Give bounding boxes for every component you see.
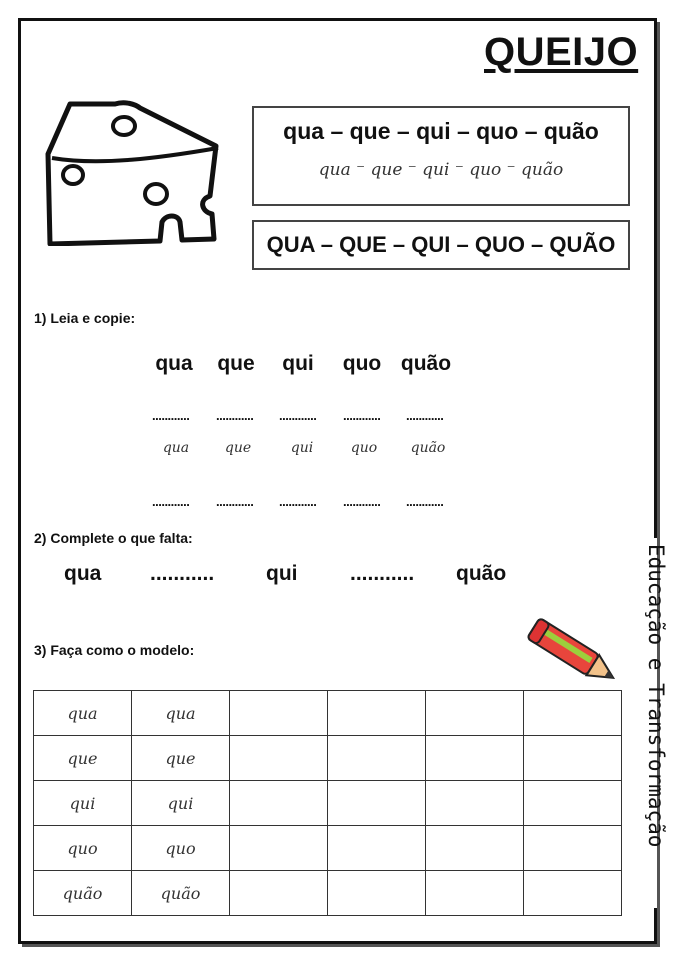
q2-item: qua bbox=[64, 562, 102, 585]
table-cell-blank[interactable] bbox=[426, 736, 524, 781]
pencil-icon bbox=[520, 618, 630, 690]
table-cell-blank[interactable] bbox=[230, 826, 328, 871]
table-cell-blank[interactable] bbox=[230, 736, 328, 781]
q1-syllable: qua bbox=[155, 352, 193, 375]
q1-blank[interactable]: ............ bbox=[343, 494, 381, 509]
table-cell-model: quão bbox=[34, 871, 132, 916]
model-table bbox=[33, 690, 622, 916]
table-cell-model: que bbox=[132, 736, 230, 781]
table-cell-blank[interactable] bbox=[328, 781, 426, 826]
table-row bbox=[34, 871, 622, 916]
table-cell-blank[interactable] bbox=[328, 691, 426, 736]
table-cell-blank[interactable] bbox=[524, 691, 622, 736]
q1-blank[interactable]: ............ bbox=[216, 408, 254, 423]
table-cell-model: que bbox=[34, 736, 132, 781]
q1-blank[interactable]: ............ bbox=[152, 494, 190, 509]
table-row bbox=[34, 736, 622, 781]
table-cell-blank[interactable] bbox=[426, 826, 524, 871]
q1-cursive: qui bbox=[290, 440, 314, 456]
table-cell-model: qua bbox=[34, 691, 132, 736]
q1-blank[interactable]: ............ bbox=[216, 494, 254, 509]
q1-cursive: quo bbox=[350, 440, 378, 456]
table-cell-blank[interactable] bbox=[230, 781, 328, 826]
q1-syllable: quão bbox=[400, 352, 452, 375]
q1-blank[interactable]: ............ bbox=[406, 494, 444, 509]
table-cell-blank[interactable] bbox=[426, 871, 524, 916]
q1-syllable: qui bbox=[282, 352, 314, 375]
uppercase-syllables: QUA – QUE – QUI – QUO – QUÃO bbox=[266, 232, 616, 257]
page-title: QUEIJO bbox=[484, 30, 639, 74]
q1-blank[interactable]: ............ bbox=[406, 408, 444, 423]
table-cell-blank[interactable] bbox=[230, 691, 328, 736]
table-cell-model: quo bbox=[34, 826, 132, 871]
table-row bbox=[34, 781, 622, 826]
table-cell-blank[interactable] bbox=[230, 871, 328, 916]
question-3-label: 3) Faça como o modelo: bbox=[34, 642, 195, 658]
table-cell-blank[interactable] bbox=[328, 871, 426, 916]
q1-blank[interactable]: ............ bbox=[343, 408, 381, 423]
q1-blank[interactable]: ............ bbox=[152, 408, 190, 423]
table-cell-blank[interactable] bbox=[524, 826, 622, 871]
q1-cursive: que bbox=[224, 440, 252, 456]
table-cell-model: quão bbox=[132, 871, 230, 916]
table-cell-blank[interactable] bbox=[328, 826, 426, 871]
table-cell-model: qui bbox=[34, 781, 132, 826]
q2-item: quão bbox=[456, 562, 507, 585]
cheese-icon bbox=[40, 96, 222, 246]
table-cell-blank[interactable] bbox=[426, 691, 524, 736]
q1-blank[interactable]: ............ bbox=[279, 494, 317, 509]
q1-syllable: que bbox=[217, 352, 255, 375]
question-2-label: 2) Complete o que falta: bbox=[34, 530, 193, 546]
page-shadow-bottom bbox=[22, 944, 659, 947]
q2-blank[interactable]: ........... bbox=[350, 562, 415, 585]
table-cell-blank[interactable] bbox=[524, 871, 622, 916]
table-row bbox=[34, 826, 622, 871]
table-cell-blank[interactable] bbox=[328, 736, 426, 781]
table-cell-blank[interactable] bbox=[524, 736, 622, 781]
q1-blank[interactable]: ............ bbox=[279, 408, 317, 423]
syllables-cursive: qua ⁻ que ⁻ qui ⁻ quo ⁻ quão bbox=[318, 160, 564, 180]
table-cell-model: qui bbox=[132, 781, 230, 826]
uppercase-syllables-box bbox=[252, 220, 630, 270]
table-cell-blank[interactable] bbox=[426, 781, 524, 826]
q2-item: qui bbox=[266, 562, 298, 585]
table-cell-blank[interactable] bbox=[524, 781, 622, 826]
syllables-box bbox=[252, 106, 630, 206]
table-row bbox=[34, 691, 622, 736]
side-credit: Educação e Transformação bbox=[644, 544, 668, 848]
table-cell-model: quo bbox=[132, 826, 230, 871]
q2-blank[interactable]: ........... bbox=[150, 562, 215, 585]
syllables-print: qua – que – qui – quo – quão bbox=[283, 118, 599, 144]
q1-cursive: qua bbox=[162, 440, 190, 456]
table-cell-model: qua bbox=[132, 691, 230, 736]
q1-syllable: quo bbox=[342, 352, 382, 375]
q1-cursive: quão bbox=[410, 440, 446, 456]
question-1-label: 1) Leia e copie: bbox=[34, 310, 136, 326]
